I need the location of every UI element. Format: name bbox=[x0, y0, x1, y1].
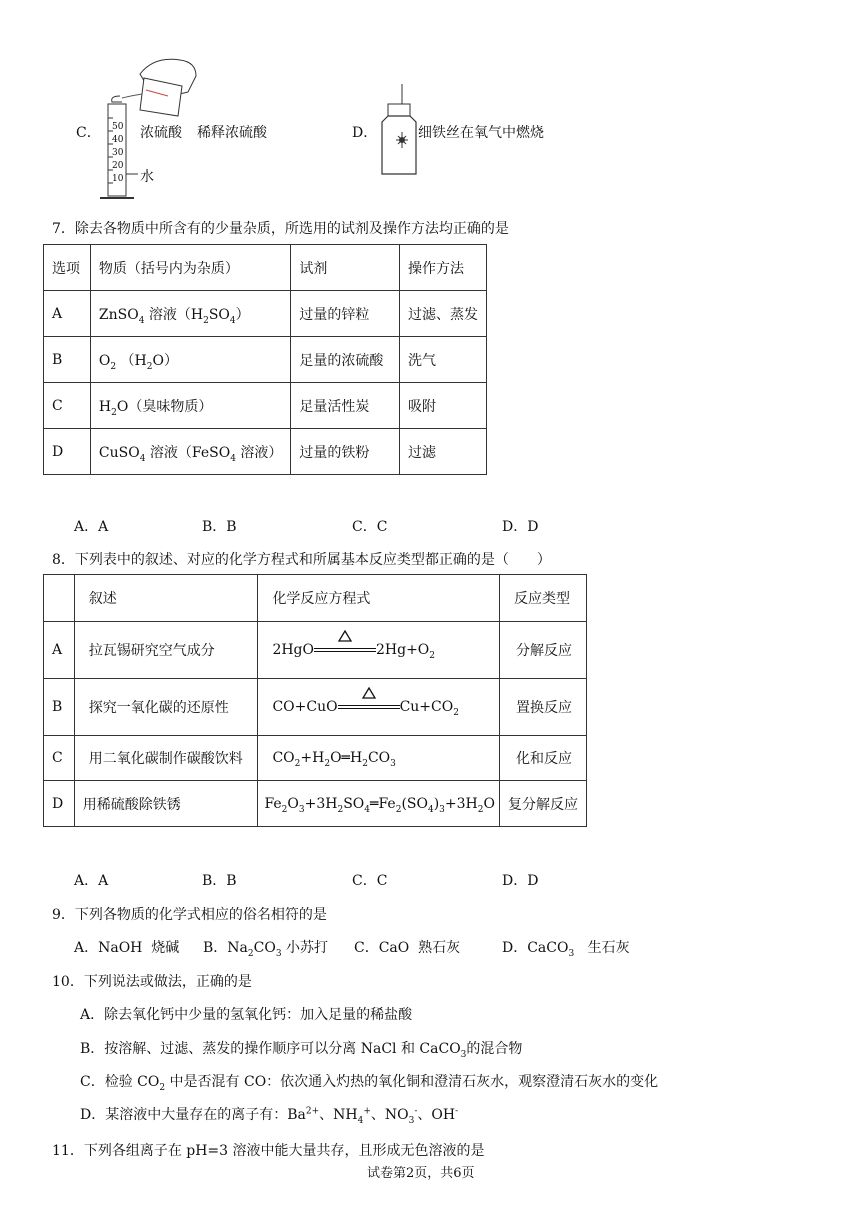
q7-substance-cell: $H_2O$（臭味物质） bbox=[90, 383, 290, 429]
table-row bbox=[44, 383, 487, 429]
q7-option-cell: D bbox=[44, 429, 91, 475]
q7-choice-c[interactable]: C．C bbox=[352, 519, 388, 535]
q7-header-cell: 选项 bbox=[44, 245, 91, 291]
table-row bbox=[44, 679, 587, 736]
q7-reagent-cell: 过量的铁粉 bbox=[291, 429, 400, 475]
q8-header-cell: 化学反应方程式 bbox=[258, 575, 500, 622]
heat-arrow bbox=[338, 701, 400, 713]
q7-table bbox=[43, 244, 487, 475]
cylinder-tick-label: 50 bbox=[112, 122, 124, 132]
table-row bbox=[44, 429, 487, 475]
q9-choice-a[interactable]: A．NaOH 烧碱 bbox=[74, 940, 180, 956]
q8-equation-cell: 2HgO $2Hg+O_2$ bbox=[258, 622, 500, 679]
q8-header-cell: 反应类型 bbox=[500, 575, 587, 622]
q8-choice-c[interactable]: C．C bbox=[352, 873, 388, 889]
page-footer: 试卷第2页，共6页 bbox=[367, 1166, 475, 1181]
q6-option-c-letter: C． bbox=[76, 125, 101, 141]
q8-equation-cell: $CO_2+H_2O═H_2CO_3$ bbox=[258, 736, 500, 781]
q8-desc-cell: 拉瓦锡研究空气成分 bbox=[74, 622, 258, 679]
q6-option-d-letter: D． bbox=[352, 125, 378, 141]
q8-type-cell: 置换反应 bbox=[500, 679, 587, 736]
q8-header-cell: 叙述 bbox=[74, 575, 258, 622]
q7-header-cell: 试剂 bbox=[291, 245, 400, 291]
cylinder-tick-label: 40 bbox=[112, 135, 124, 145]
q10-choice-c-text: C．检验 CO bbox=[80, 1074, 160, 1090]
q10-choice-a[interactable]: A．除去氧化钙中少量的氢氧化钙：加入足量的稀盐酸 bbox=[80, 1007, 413, 1023]
q7-choice-b[interactable]: B．B bbox=[202, 519, 237, 535]
q8-choice-d[interactable]: D．D bbox=[502, 873, 539, 889]
cylinder-tick-label: 10 bbox=[112, 174, 124, 184]
q10-choice-d-text: D．某溶液中大量存在的离子有：Ba bbox=[80, 1107, 306, 1123]
q7-option-cell: B bbox=[44, 337, 91, 383]
q7-substance-cell: CuSO$_4$ 溶液（FeSO$_4$ 溶液） bbox=[90, 429, 290, 475]
q8-option-cell: C bbox=[44, 736, 75, 781]
q8-type-cell: 分解反应 bbox=[500, 622, 587, 679]
q9-stem: 9．下列各物质的化学式相应的俗名相符的是 bbox=[52, 907, 327, 923]
q8-option-cell: D bbox=[44, 781, 75, 827]
table-row bbox=[44, 736, 587, 781]
q9-choice-b[interactable]: B．$Na_2CO_3$ 小苏打 bbox=[203, 940, 329, 959]
q9-choice-c-text: 熟石灰 bbox=[418, 940, 461, 956]
q7-reagent-cell: 足量的浓硫酸 bbox=[291, 337, 400, 383]
q8-header-cell bbox=[44, 575, 75, 622]
q9-choice-c[interactable]: C．CaO 熟石灰 bbox=[354, 940, 461, 956]
q7-reagent-cell: 过量的锌粒 bbox=[291, 291, 400, 337]
q7-header-cell: 物质（括号内为杂质） bbox=[90, 245, 290, 291]
q7-choice-a[interactable]: A．A bbox=[74, 519, 109, 535]
q8-type-cell: 化和反应 bbox=[500, 736, 587, 781]
table-row bbox=[44, 622, 587, 679]
table-row bbox=[44, 291, 487, 337]
q8-type-cell: 复分解反应 bbox=[500, 781, 587, 827]
q6-option-d-label: 细铁丝在氧气中燃烧 bbox=[418, 125, 544, 141]
q8-choice-a[interactable]: A．A bbox=[74, 873, 109, 889]
q7-method-cell: 过滤 bbox=[400, 429, 487, 475]
q8-desc-cell: 用稀硫酸除铁锈 bbox=[74, 781, 258, 827]
q7-header-cell: 操作方法 bbox=[400, 245, 487, 291]
q10-choice-c-text-end: 中是否混有 CO：依次通入灼热的氧化铜和澄清石灰水，观察澄清石灰水的变化 bbox=[169, 1074, 659, 1090]
q10-choice-c[interactable]: C．检验 $CO_2$ 中是否混有 CO：依次通入灼热的氧化铜和澄清石灰水，观察澄清石灰水的变化 bbox=[80, 1074, 659, 1093]
cylinder-tick-label: 20 bbox=[112, 161, 124, 171]
q7-stem: 7．除去各物质中所含有的少量杂质，所选用的试剂及操作方法均正确的是 bbox=[52, 221, 509, 237]
q9-choice-b-text: 小苏打 bbox=[286, 940, 329, 956]
q6-option-c-label-water: 水 bbox=[140, 169, 154, 185]
q7-substance-cell: $O_2$ $(H_2O)$ bbox=[90, 337, 290, 383]
q7-choice-d[interactable]: D．D bbox=[502, 519, 539, 535]
q8-desc-cell: 探究一氧化碳的还原性 bbox=[74, 679, 258, 736]
cylinder-scale bbox=[112, 121, 123, 186]
q9-choice-a-text: 烧碱 bbox=[151, 940, 180, 956]
iron-wire-combustion-illustration bbox=[374, 82, 424, 178]
q7-method-cell: 洗气 bbox=[400, 337, 487, 383]
q10-choice-b-text-end: 的混合物 bbox=[466, 1041, 523, 1057]
q7-substance-cell: ZnSO$_4$ 溶液$(H_2SO_4)$ bbox=[90, 291, 290, 337]
q8-choice-b[interactable]: B．B bbox=[202, 873, 237, 889]
cylinder-tick-label: 30 bbox=[112, 148, 124, 158]
q7-option-cell: C bbox=[44, 383, 91, 429]
q8-table bbox=[43, 574, 587, 827]
q9-choice-d[interactable]: D．CaCO$_3$ 生石灰 bbox=[502, 940, 630, 959]
q8-equation-cell: CO+CuO $Cu+CO_2$ bbox=[258, 679, 500, 736]
q6-option-c-label-acid: 浓硫酸 bbox=[140, 125, 182, 141]
table-row bbox=[44, 781, 587, 827]
q11-stem: 11．下列各组离子在 pH=3 溶液中能大量共存，且形成无色溶液的是 bbox=[52, 1143, 485, 1159]
q6-option-c-label-dilute: 稀释浓硫酸 bbox=[197, 125, 267, 141]
q8-option-cell: B bbox=[44, 679, 75, 736]
q7-method-cell: 吸附 bbox=[400, 383, 487, 429]
q10-stem: 10．下列说法或做法，正确的是 bbox=[52, 974, 252, 990]
q10-choice-d[interactable]: D．某溶液中大量存在的离子有：$Ba^{2+}$、$NH_4^+$、$NO_3^-$、OH- bbox=[80, 1106, 459, 1126]
q10-choice-b[interactable]: B．按溶解、过滤、蒸发的操作顺序可以分离 NaCl 和 CaCO$_3$的混合物 bbox=[80, 1041, 523, 1060]
heat-arrow bbox=[314, 644, 376, 656]
q8-desc-cell: 用二氧化碳制作碳酸饮料 bbox=[74, 736, 258, 781]
q8-option-cell: A bbox=[44, 622, 75, 679]
q8-equation-cell: $Fe_2O_3+3H_2SO_4═Fe_2(SO_4)_3+3H_2O$ bbox=[258, 781, 500, 827]
q7-reagent-cell: 足量活性炭 bbox=[291, 383, 400, 429]
q7-method-cell: 过滤、蒸发 bbox=[400, 291, 487, 337]
table-row bbox=[44, 337, 487, 383]
q10-choice-b-text: B．按溶解、过滤、蒸发的操作顺序可以分离 NaCl 和 CaCO bbox=[80, 1041, 461, 1057]
q7-option-cell: A bbox=[44, 291, 91, 337]
q9-choice-d-text: 生石灰 bbox=[587, 940, 630, 956]
q8-stem: 8．下列表中的叙述、对应的化学方程式和所属基本反应类型都正确的是（ ） bbox=[52, 552, 551, 568]
